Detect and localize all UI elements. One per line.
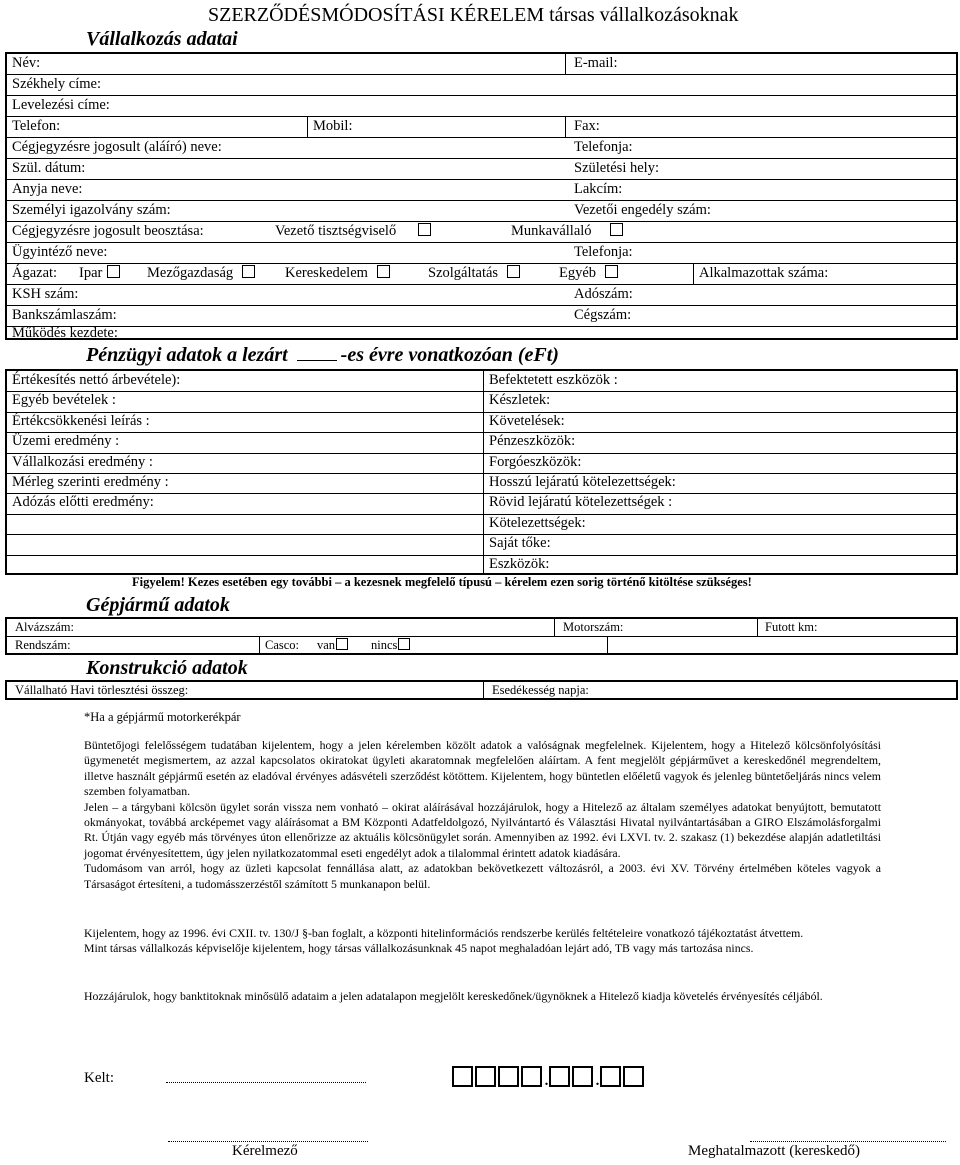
other-label: Egyéb [559, 265, 597, 281]
page-title: SZERZŐDÉSMÓDOSÍTÁSI KÉRELEM társas vállalkozásoknak [208, 4, 739, 26]
sector-agriculture[interactable] [147, 265, 255, 282]
financial-left-label: Egyéb bevételek : [12, 392, 116, 409]
financial-right-label: Készletek: [489, 392, 551, 409]
financial-right-label: Eszközök: [489, 555, 550, 572]
date-day-box[interactable] [623, 1066, 644, 1087]
declaration-paragraph: Büntetőjogi felelősségem tudatában kijelentem, hogy a jelen kérelemben közölt adatok a valóságnak megfelelnek. Kijelentem, hogy a Hitelező kölcsönfolyósítási ügymenetét megismertem, az azzal kapcsolatos okiratokat ügyleti akaratomnak megfelelően aláírtam. A fent megjelölt gépjárművet a kereskedőnél megrendeltem, illetve használt gépjármű esetén az eladóval érvényes adásvételi szerződést kötöttem. Kijelentem, hogy büntetlen előéletű vagyok és jelenleg büntetőeljárás nincs velem szemben folyamatban. [84, 738, 881, 799]
operation-start-label: Működés kezdete: [12, 325, 118, 341]
industry-checkbox[interactable] [107, 265, 120, 278]
casco-yes[interactable] [317, 638, 348, 653]
industry-label: Ipar [79, 265, 103, 281]
birth-date-label: Szül. dátum: [12, 160, 86, 176]
financial-right-label: Saját tőke: [489, 535, 551, 552]
driver-license-label: Vezetői engedély szám: [574, 202, 711, 218]
declaration-block-2 [84, 926, 881, 957]
declaration-paragraph: Kijelentem, hogy az 1996. évi CXII. tv. 130/J §-ban foglalt, a központi hitelinformációs rendszerbe kerülés feltételeire vonatkozó tájékoztatást átvettem. [84, 926, 804, 940]
ksh-label: KSH szám: [12, 286, 79, 302]
financial-left-label: Üzemi eredmény : [12, 433, 120, 450]
name-label: Név: [12, 55, 41, 71]
signatory-name-label: Cégjegyzésre jogosult (aláíró) neve: [12, 139, 222, 155]
declaration-paragraph: Hozzájárulok, hogy banktitoknak minősülő adataim a jelen adatalapon megjelölt kereskedőnek/ügynöknek a Hitelező kiadja követelés érvényesítés céljából. [84, 989, 823, 1003]
row-divider [7, 555, 956, 556]
date-year-box[interactable] [521, 1066, 542, 1087]
financial-left-label: Vállalkozási eredmény : [12, 453, 153, 470]
option-employee[interactable] [511, 223, 623, 240]
row-divider [7, 534, 956, 535]
guarantor-warning: Figyelem! Kezes esetében egy további – a kezesnek megfelelő típusú – kérelem ezen sorig történő kitöltése szükséges! [132, 575, 752, 589]
agriculture-checkbox[interactable] [242, 265, 255, 278]
employee-checkbox[interactable] [610, 223, 623, 236]
position-label: Cégjegyzésre jogosult beosztása: [12, 223, 204, 239]
financial-heading-a: Pénzügyi adatok a lezárt [86, 344, 288, 366]
financial-right-label: Pénzeszközök: [489, 433, 576, 450]
administrator-label: Ügyintéző neve: [12, 244, 108, 260]
due-day-label: Esedékesség napja: [492, 683, 589, 697]
sector-other[interactable] [559, 265, 618, 282]
email-label: E-mail: [574, 55, 618, 71]
declaration-paragraph: Mint társas vállalkozás képviselője kijelentem, hogy társas vállalkozásunknak 45 napot meghaladóan lejárt adó, TB vagy más tartozása nincs. [84, 941, 754, 956]
plate-label: Rendszám: [15, 638, 71, 652]
financial-left-label: Adózás előtti eredmény: [12, 494, 154, 511]
executive-checkbox[interactable] [418, 223, 431, 236]
engine-label: Motorszám: [563, 620, 624, 634]
commerce-checkbox[interactable] [377, 265, 390, 278]
casco-label: Casco: [265, 638, 300, 652]
bank-account-label: Bankszámlaszám: [12, 307, 117, 323]
date-year-box[interactable] [498, 1066, 519, 1087]
id-card-label: Személyi igazolvány szám: [12, 202, 171, 218]
agent-signature-label: Meghatalmazott (kereskedő) [688, 1143, 861, 1159]
seat-address-label: Székhely címe: [12, 76, 101, 92]
tax-number-label: Adószám: [574, 286, 633, 302]
declaration-block-1 [84, 738, 881, 892]
financial-left-label: Értékcsökkenési leírás : [12, 412, 150, 429]
row-divider [7, 432, 956, 433]
company-reg-label: Cégszám: [574, 307, 632, 323]
vehicle-section-heading: Gépjármű adatok [86, 594, 230, 616]
declaration-paragraph: Jelen – a tárgybani kölcsön ügylet során vissza nem vonható – okirat aláírásával hozzájárulok, hogy a Hitelező az általam személyes adatokat benyújtott, bemutatott okmányokat, továbbá arcképemet vagy aláírásomat a BM Központi Adatfeldolgozó, Nyilvántartó és Választási Hivatal nyilvántartásában a GIRO Elszámolásforgalmi Rt. Útján vagy egyéb más törvényes úton ellenőrizze az aktuális kölcsönügylet során. Amennyiben az 1992. évi LXVI. tv. 2. szakasz (1) bekezdése alapján adatletiltási jogomat érvényesítettem, úgy jelen nyilatkozatommal eseti engedélyt adok a tilalommal érintett adatok kiadására. [84, 799, 881, 860]
casco-no-checkbox[interactable] [398, 638, 410, 650]
construction-section-heading: Konstrukció adatok [86, 657, 248, 679]
employees-label: Alkalmazottak száma: [699, 265, 829, 281]
installment-label: Vállalható Havi törlesztési összeg: [15, 683, 189, 697]
applicant-signature-label: Kérelmező [232, 1143, 298, 1159]
year-blank[interactable] [297, 360, 337, 361]
place-date-label: Kelt: [84, 1070, 114, 1086]
signatory-phone-label: Telefonja: [574, 139, 633, 155]
financial-right-label: Forgóeszközök: [489, 453, 582, 470]
financial-right-label: Hosszú lejáratú kötelezettségek: [489, 474, 676, 490]
mailing-address-label: Levelezési címe: [12, 97, 110, 113]
phone-label: Telefon: [12, 118, 61, 134]
commerce-label: Kereskedelem [285, 265, 368, 281]
other-checkbox[interactable] [605, 265, 618, 278]
financial-right-label: Követelések: [489, 412, 565, 429]
agent-signature-line[interactable] [750, 1141, 946, 1142]
date-month-box[interactable] [572, 1066, 593, 1087]
chassis-label: Alvázszám: [15, 620, 75, 634]
date-separator: . [595, 1068, 600, 1090]
vehicle-form [5, 617, 958, 655]
sector-commerce[interactable] [285, 265, 390, 282]
option-executive[interactable] [275, 223, 431, 240]
row-divider [7, 514, 956, 515]
financial-form [5, 369, 958, 575]
declaration-block-3 [84, 989, 881, 1004]
declaration-paragraph: Tudomásom van arról, hogy az üzleti kapcsolat fennállása alatt, az adatokban bekövetkezett változásról, a 2003. évi XV. Törvény értelmében köteles vagyok a Társaságot értesíteni, a tudomásszerzéstől számított 5 munkanapon belül. [84, 861, 881, 891]
mileage-label: Futott km: [765, 620, 818, 634]
construction-form [5, 680, 958, 700]
date-separator: . [544, 1068, 549, 1090]
birth-place-label: Születési hely: [574, 160, 659, 176]
casco-yes-label: van [317, 638, 336, 652]
place-date-field[interactable] [166, 1082, 366, 1083]
administrator-phone-label: Telefonja: [574, 244, 633, 260]
company-section-heading: Vállalkozás adatai [86, 28, 238, 50]
applicant-signature-line[interactable] [168, 1141, 368, 1142]
date-day-box[interactable] [600, 1066, 621, 1087]
fax-label: Fax: [574, 118, 600, 134]
sector-services[interactable] [428, 265, 520, 282]
financial-right-label: Rövid lejáratú kötelezettségek : [489, 494, 673, 511]
company-form [5, 52, 958, 340]
agriculture-label: Mezőgazdaság [147, 265, 234, 281]
financial-left-label: Mérleg szerinti eredmény : [12, 474, 169, 490]
casco-no-label: nincs [371, 638, 398, 652]
financial-heading-b: -es évre vonatkozóan (eFt) [340, 344, 559, 366]
row-divider [7, 391, 956, 392]
casco-no[interactable] [371, 638, 410, 653]
services-checkbox[interactable] [507, 265, 520, 278]
casco-yes-checkbox[interactable] [336, 638, 348, 650]
date-year-box[interactable] [475, 1066, 496, 1087]
mobile-label: Mobil: [313, 118, 353, 134]
financial-right-label: Kötelezettségek: [489, 514, 586, 531]
date-boxes[interactable] [452, 1066, 646, 1091]
date-year-box[interactable] [452, 1066, 473, 1087]
sector-label: Ágazat: [12, 265, 58, 281]
executive-label: Vezető tisztségviselő [275, 223, 397, 239]
financial-section-heading [86, 344, 559, 367]
mother-name-label: Anyja neve: [12, 181, 83, 197]
footnote: *Ha a gépjármű motorkerékpár [84, 710, 241, 724]
residence-label: Lakcím: [574, 181, 623, 197]
services-label: Szolgáltatás [428, 265, 499, 281]
date-month-box[interactable] [549, 1066, 570, 1087]
financial-right-label: Befektetett eszközök : [489, 372, 618, 388]
financial-left-label: Értékesítés nettó árbevétele): [12, 372, 181, 388]
employee-label: Munkavállaló [511, 223, 592, 239]
sector-industry[interactable] [79, 265, 120, 282]
